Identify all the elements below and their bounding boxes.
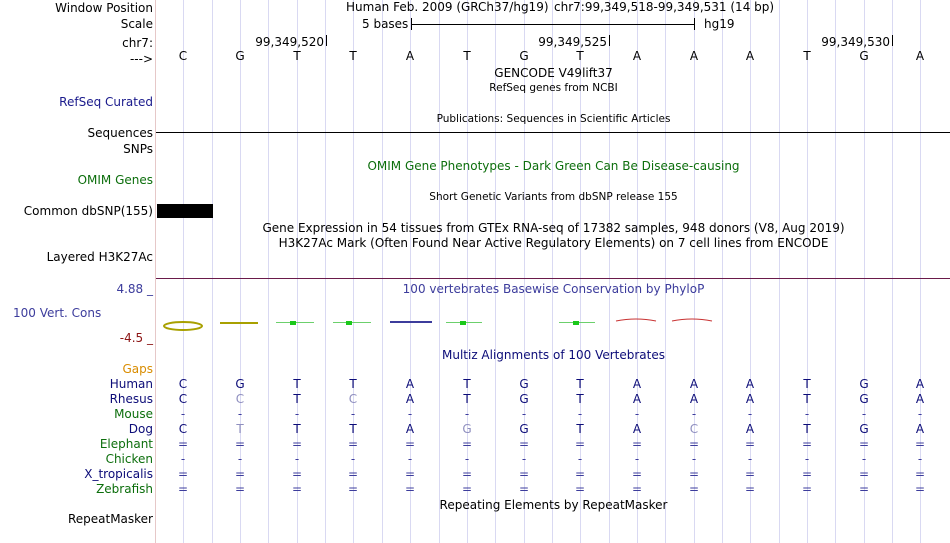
alignment-base: - — [917, 407, 923, 421]
sequence-base: A — [745, 49, 755, 63]
alignment-base: = — [291, 482, 303, 496]
alignment-base: C — [178, 422, 188, 436]
alignment-base: C — [178, 392, 188, 406]
repeatmasker-track-title[interactable]: Repeating Elements by RepeatMasker — [439, 498, 668, 512]
alignment-base: = — [631, 467, 643, 481]
coord-tick — [326, 35, 327, 46]
alignment-base: T — [349, 377, 357, 391]
alignment-base: - — [804, 407, 810, 421]
gencode-track-title[interactable]: GENCODE V49lift37 — [494, 66, 613, 80]
alignment-base: G — [859, 422, 869, 436]
alignment-base: - — [634, 407, 640, 421]
alignment-base: A — [405, 377, 415, 391]
alignment-base: A — [915, 392, 925, 406]
alignment-base: - — [861, 452, 867, 466]
strand-label[interactable]: ---> — [129, 52, 153, 66]
alignment-base: = — [574, 467, 586, 481]
species-label-chicken[interactable]: Chicken — [105, 452, 153, 466]
scale-left-text: 5 bases — [362, 17, 409, 31]
sequence-base: T — [463, 49, 471, 63]
coord-tick — [609, 35, 610, 46]
species-label-dog[interactable]: Dog — [128, 422, 153, 436]
alignment-base: = — [234, 467, 246, 481]
alignment-base: = — [858, 482, 870, 496]
alignment-base: = — [914, 482, 926, 496]
sequence-base: G — [519, 49, 529, 63]
coord-label: 99,349,530 — [821, 35, 890, 49]
alignment-base: A — [632, 377, 642, 391]
alignment-base: A — [689, 377, 699, 391]
alignment-base: - — [577, 452, 583, 466]
alignment-base: C — [235, 392, 245, 406]
alignment-base: - — [350, 407, 356, 421]
alignment-base: - — [691, 452, 697, 466]
species-label-human[interactable]: Human — [109, 377, 153, 391]
species-label-elephant[interactable]: Elephant — [99, 437, 153, 451]
alignment-base: = — [461, 467, 473, 481]
scale-right-text: hg19 — [704, 17, 735, 31]
alignment-base: G — [235, 377, 245, 391]
phylop-mark — [290, 321, 296, 325]
alignment-base: = — [688, 437, 700, 451]
gaps-label[interactable]: Gaps — [122, 362, 153, 376]
sequence-base: A — [689, 49, 699, 63]
alignment-base: G — [859, 377, 869, 391]
alignment-base: = — [347, 467, 359, 481]
alignment-base: - — [917, 452, 923, 466]
alignment-base: - — [294, 452, 300, 466]
alignment-base: T — [576, 392, 584, 406]
alignment-base: = — [631, 482, 643, 496]
coord-label: 99,349,520 — [255, 35, 324, 49]
alignment-base: = — [518, 467, 530, 481]
phylop-mark — [672, 319, 712, 321]
phylop-mark — [390, 321, 432, 323]
alignment-base: = — [688, 482, 700, 496]
alignment-base: = — [574, 482, 586, 496]
alignment-base: = — [404, 437, 416, 451]
alignment-base: = — [177, 482, 189, 496]
alignment-base: A — [745, 377, 755, 391]
alignment-base: - — [180, 452, 186, 466]
dbsnp-variant-block[interactable] — [157, 204, 213, 218]
alignment-base: - — [747, 452, 753, 466]
alignment-base: A — [405, 422, 415, 436]
alignment-base: G — [519, 392, 529, 406]
alignment-base: = — [518, 482, 530, 496]
alignment-base: = — [801, 437, 813, 451]
data-area-border — [155, 0, 156, 543]
refseq-track-subtitle: RefSeq genes from NCBI — [489, 82, 618, 94]
alignment-base: = — [404, 467, 416, 481]
alignment-base: - — [237, 407, 243, 421]
common-dbsnp-label[interactable]: Common dbSNP(155) — [23, 204, 153, 218]
alignment-base: = — [914, 467, 926, 481]
alignment-base: T — [803, 422, 811, 436]
phylop-min-label: -4.5 _ — [119, 331, 153, 345]
alignment-base: = — [744, 437, 756, 451]
window-position-label[interactable]: Window Position — [55, 1, 153, 15]
alignment-base: A — [745, 392, 755, 406]
phylop-graph[interactable] — [0, 312, 950, 336]
alignment-base: T — [803, 377, 811, 391]
alignment-base: = — [291, 467, 303, 481]
alignment-base: = — [347, 482, 359, 496]
sequence-base: T — [349, 49, 357, 63]
alignment-base: = — [631, 437, 643, 451]
alignment-base: - — [237, 452, 243, 466]
alignment-base: - — [464, 407, 470, 421]
alignment-base: T — [576, 377, 584, 391]
alignment-base: G — [462, 422, 472, 436]
alignment-base: = — [801, 467, 813, 481]
snps-label[interactable]: SNPs — [123, 142, 153, 156]
alignment-base: A — [915, 377, 925, 391]
phylop-mark — [573, 321, 579, 325]
alignment-base: T — [803, 392, 811, 406]
phylop-mark — [164, 322, 202, 330]
alignment-base: A — [689, 392, 699, 406]
dbsnp-track-title[interactable]: Short Genetic Variants from dbSNP release 155 — [429, 191, 678, 203]
alignment-base: - — [407, 452, 413, 466]
alignment-base: = — [914, 437, 926, 451]
h3k27ac-track-title[interactable]: H3K27Ac Mark (Often Found Near Active Regulatory Elements) on 7 cell lines from ENCODE — [278, 236, 829, 250]
alignment-base: T — [293, 422, 301, 436]
phylop-track-title[interactable]: 100 vertebrates Basewise Conservation by PhyloP — [402, 282, 705, 296]
sequence-base: A — [632, 49, 642, 63]
alignment-base: = — [688, 467, 700, 481]
alignment-base: G — [859, 392, 869, 406]
alignment-base: = — [347, 437, 359, 451]
scale-label[interactable]: Scale — [120, 17, 153, 31]
sequence-base: T — [803, 49, 811, 63]
species-label-x_tropicalis[interactable]: X_tropicalis — [84, 467, 153, 481]
repeatmasker-label[interactable]: RepeatMasker — [67, 512, 153, 526]
alignment-base: = — [858, 437, 870, 451]
phylop-max-label: 4.88 _ — [116, 282, 153, 296]
track-divider — [156, 278, 950, 279]
alignment-base: T — [463, 392, 471, 406]
alignment-base: = — [858, 467, 870, 481]
alignment-base: = — [518, 437, 530, 451]
alignment-base: - — [861, 407, 867, 421]
alignment-base: A — [915, 422, 925, 436]
alignment-base: = — [574, 437, 586, 451]
alignment-base: - — [180, 407, 186, 421]
assembly-title: Human Feb. 2009 (GRCh37/hg19) — [346, 0, 549, 14]
alignment-base: T — [236, 422, 244, 436]
alignment-base: T — [576, 422, 584, 436]
alignment-base: = — [177, 437, 189, 451]
coord-label: 99,349,525 — [538, 35, 607, 49]
alignment-base: - — [691, 407, 697, 421]
refseq-curated-label[interactable]: RefSeq Curated — [59, 95, 153, 109]
omim-track-title[interactable]: OMIM Gene Phenotypes - Dark Green Can Be Disease-causing — [367, 159, 740, 173]
alignment-base: A — [405, 392, 415, 406]
alignment-base: C — [178, 377, 188, 391]
alignment-base: = — [234, 437, 246, 451]
sequence-base: G — [235, 49, 245, 63]
alignment-base: - — [747, 407, 753, 421]
alignment-base: A — [745, 422, 755, 436]
omim-genes-label[interactable]: OMIM Genes — [77, 173, 153, 187]
species-label-rhesus[interactable]: Rhesus — [109, 392, 153, 406]
sequence-base: A — [405, 49, 415, 63]
sequence-base: A — [915, 49, 925, 63]
alignment-base: T — [293, 392, 301, 406]
alignment-base: = — [177, 467, 189, 481]
phylop-mark — [220, 322, 258, 324]
alignment-base: - — [464, 452, 470, 466]
alignment-base: C — [689, 422, 699, 436]
alignment-base: - — [521, 452, 527, 466]
alignment-base: - — [294, 407, 300, 421]
phylop-mark — [460, 321, 466, 325]
alignment-base: = — [744, 467, 756, 481]
alignment-base: - — [634, 452, 640, 466]
sequences-label[interactable]: Sequences — [87, 126, 153, 140]
alignment-base: - — [804, 452, 810, 466]
alignment-base: = — [291, 437, 303, 451]
sequence-base: T — [576, 49, 584, 63]
sequence-base: G — [859, 49, 869, 63]
alignment-base: T — [293, 377, 301, 391]
track-divider — [156, 132, 950, 133]
alignment-base: C — [348, 392, 358, 406]
alignment-base: = — [404, 482, 416, 496]
layered-h3k27ac-label[interactable]: Layered H3K27Ac — [46, 250, 153, 264]
alignment-base: A — [632, 422, 642, 436]
region-position: chr7:99,349,518-99,349,531 (14 bp) — [554, 0, 775, 14]
alignment-base: A — [632, 392, 642, 406]
publications-track-title[interactable]: Publications: Sequences in Scientific Articles — [436, 113, 671, 125]
alignment-base: = — [234, 482, 246, 496]
multiz-track-title[interactable]: Multiz Alignments of 100 Vertebrates — [441, 348, 666, 362]
coord-tick — [892, 35, 893, 46]
alignment-base: = — [801, 482, 813, 496]
alignment-base: = — [461, 482, 473, 496]
phylop-track-label[interactable]: 100 Vert. Cons — [13, 306, 102, 320]
sequence-base: C — [178, 49, 188, 63]
alignment-base: = — [744, 482, 756, 496]
chrom-label[interactable]: chr7: — [122, 36, 153, 50]
alignment-base: = — [461, 437, 473, 451]
alignment-base: G — [519, 422, 529, 436]
phylop-mark — [616, 319, 656, 321]
gtex-track-title[interactable]: Gene Expression in 54 tissues from GTEx RNA-seq of 17382 samples, 948 donors (V8, Aug 2019) — [262, 221, 845, 235]
alignment-base: - — [407, 407, 413, 421]
alignment-base: T — [349, 422, 357, 436]
phylop-mark — [346, 321, 352, 325]
species-label-mouse[interactable]: Mouse — [114, 407, 153, 421]
alignment-base: T — [463, 377, 471, 391]
alignment-base: - — [521, 407, 527, 421]
alignment-base: G — [519, 377, 529, 391]
alignment-base: - — [577, 407, 583, 421]
sequence-base: T — [293, 49, 301, 63]
alignment-base: - — [350, 452, 356, 466]
species-label-zebrafish[interactable]: Zebrafish — [96, 482, 153, 496]
